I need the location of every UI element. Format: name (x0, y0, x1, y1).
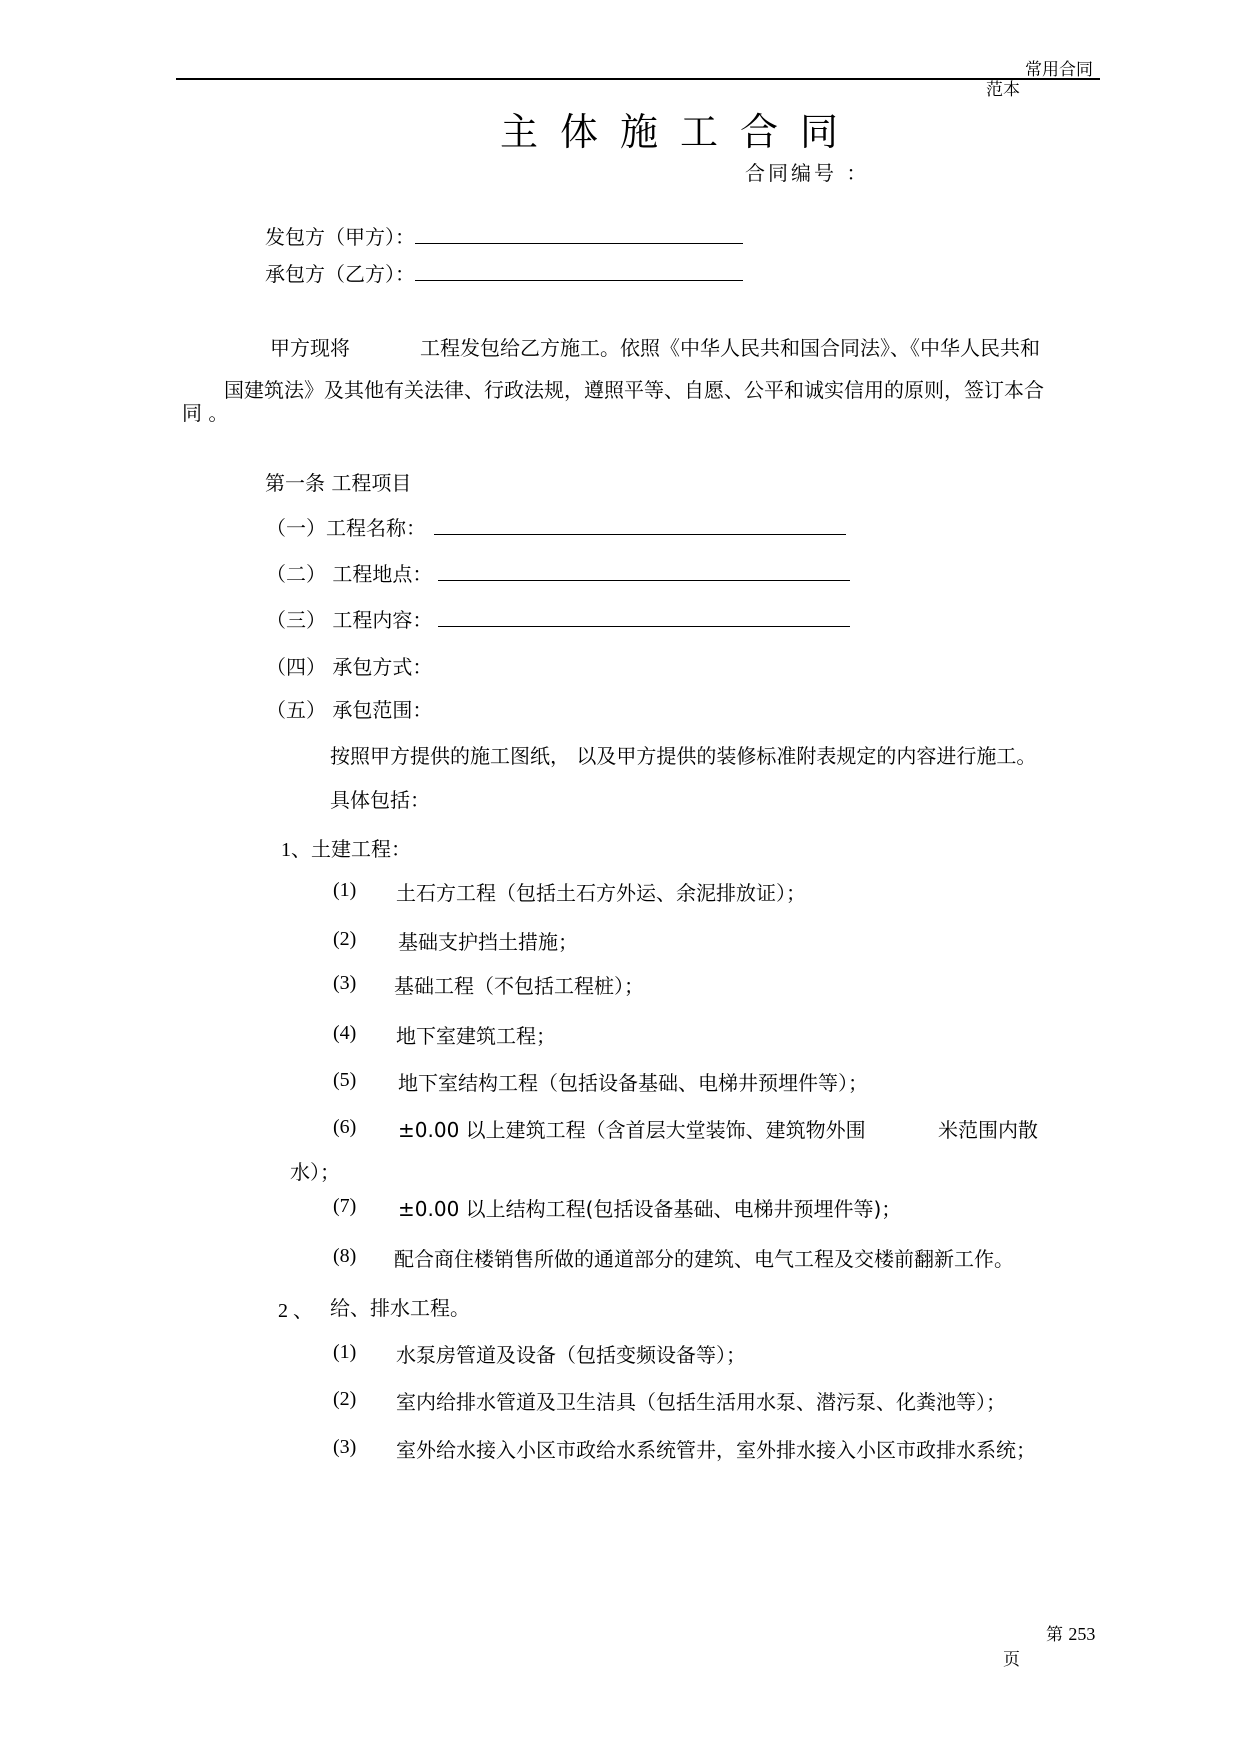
preamble-part1: 甲方现将 (270, 336, 350, 360)
party-a-label: 发包方（甲方）： (265, 225, 415, 249)
party-a-row (265, 221, 743, 250)
party-b-label: 承包方（乙方）： (265, 262, 415, 286)
item-number: (5) (333, 1069, 357, 1091)
project-location-blank[interactable] (438, 560, 850, 581)
article1-item-2 (266, 558, 850, 587)
page-number-prefix: 第 (1046, 1625, 1063, 1645)
item-text: 室外给水接入小区市政给水系统管井，室外排水接入小区市政排水系统； (396, 1438, 1036, 1462)
item-text: 基础支护挡土措施； (398, 930, 578, 954)
item-number: (4) (333, 1022, 357, 1044)
item-number: (7) (333, 1195, 357, 1217)
item-text: ±0.00 以上建筑工程（含首层大堂装饰、建筑物外围 (398, 1118, 866, 1142)
section-title: 土建工程： (311, 837, 411, 861)
section-number: 1、 (281, 839, 311, 861)
item-number: (2) (333, 928, 357, 950)
article1-item-label: （三） 工程内容： (266, 608, 433, 632)
item-text: 土石方工程（包括土石方外运、余泥排放证）； (396, 881, 806, 905)
party-b-blank[interactable] (415, 260, 743, 281)
item-text-cont: 米范围内散 (938, 1118, 1038, 1142)
article1-heading: 第一条 工程项目 (265, 471, 412, 495)
article1-item-1 (266, 512, 846, 541)
preamble-part2: 工程发包给乙方施工。依照《中华人民共和国合同法》、《中华人民共和 (420, 336, 1040, 360)
header-label-line1: 常用合同 (1025, 60, 1093, 80)
project-name-blank[interactable] (434, 514, 846, 535)
header-label-line2: 范本 (986, 80, 1020, 100)
preamble-line3: 同 。 (182, 401, 229, 425)
item-text: 水泵房管道及设备（包括变频设备等）； (396, 1343, 746, 1367)
header-rule (176, 78, 1100, 80)
party-b-row (265, 258, 743, 287)
item-number: (8) (333, 1245, 357, 1267)
page-number: 253 (1068, 1624, 1096, 1644)
item-text: ±0.00 以上结构工程(包括设备基础、电梯井预埋件等)； (398, 1197, 902, 1221)
party-a-blank[interactable] (415, 223, 743, 244)
item-text: 地下室结构工程（包括设备基础、电梯井预埋件等）； (398, 1071, 868, 1095)
item-text: 地下室建筑工程； (396, 1024, 556, 1048)
article1-item-4: （四） 承包方式： (266, 655, 433, 679)
section1-heading (281, 833, 411, 862)
item-text-wrap: 水）； (290, 1160, 340, 1184)
item-number: (3) (333, 1436, 357, 1458)
page-number-line (1046, 1620, 1095, 1645)
article1-item-3 (266, 604, 850, 633)
item-text: 基础工程（不包括工程桩）； (394, 974, 644, 998)
item-text: 室内给排水管道及卫生洁具（包括生活用水泵、潜污泵、化粪池等）； (396, 1390, 1006, 1414)
section-title: 给、排水工程。 (330, 1296, 470, 1320)
page-number-suffix: 页 (1003, 1650, 1020, 1670)
article1-item-5: （五） 承包范围： (266, 698, 433, 722)
item-number: (3) (333, 972, 357, 994)
item-number: (1) (333, 1341, 357, 1363)
section-number: 2 、 (278, 1300, 313, 1322)
scope-text: 按照甲方提供的施工图纸， 以及甲方提供的装修标准附表规定的内容进行施工。 (330, 744, 1037, 768)
item-text: 配合商住楼销售所做的通道部分的建筑、电气工程及交楼前翻新工作。 (394, 1247, 1014, 1271)
item-number: (6) (333, 1116, 357, 1138)
page-title: 主体施工合同 (500, 110, 861, 154)
preamble-line2: 国建筑法》及其他有关法律、行政法规，遵照平等、自愿、公平和诚实信用的原则，签订本合 (224, 378, 1044, 402)
article1-item-label: （一）工程名称： (266, 516, 426, 540)
contract-number-label: 合同编号 ： (745, 161, 870, 185)
article1-item-label: （二） 工程地点： (266, 562, 433, 586)
item-number: (1) (333, 879, 357, 901)
project-content-blank[interactable] (438, 606, 850, 627)
includes-label: 具体包括： (330, 788, 430, 812)
item-number: (2) (333, 1388, 357, 1410)
